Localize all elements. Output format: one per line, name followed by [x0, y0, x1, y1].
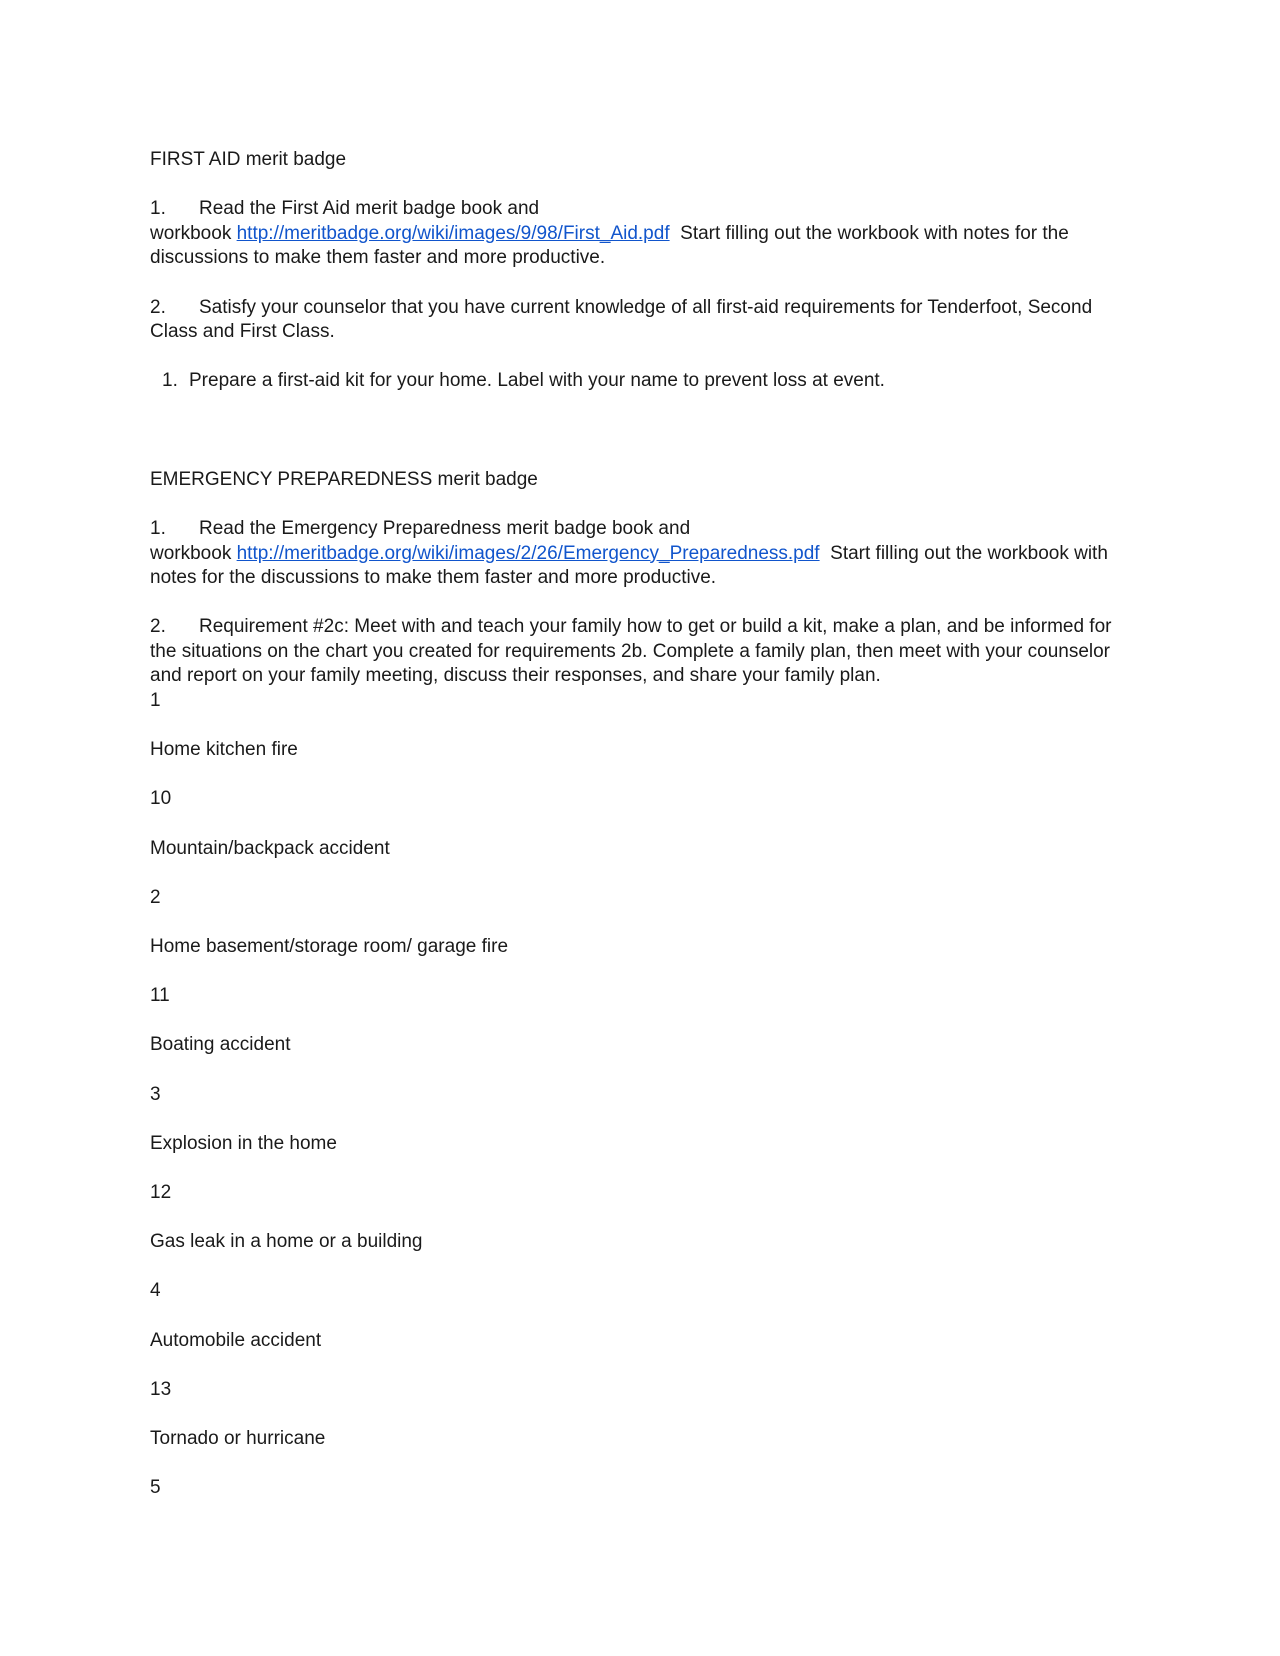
chart-item-number: 4 [150, 1280, 161, 1302]
chart-item-number: 1 [150, 690, 161, 712]
item-number: 1. [150, 198, 166, 220]
chart-item-number: 3 [150, 1083, 161, 1105]
item-text: Read the Emergency Preparedness merit badge book and [199, 517, 691, 539]
emergency-item-1 [150, 517, 1140, 591]
item-text: workbook [150, 222, 232, 244]
item-text: Read the First Aid merit badge book and [199, 198, 540, 220]
chart-item-number: 12 [150, 1181, 172, 1203]
item-number: 2. [150, 616, 166, 638]
first-aid-heading: FIRST AID merit badge [150, 149, 347, 170]
first-aid-workbook-link[interactable]: http://meritbadge.org/wiki/images/9/98/First_Aid.pdf [236, 222, 670, 244]
item-text: workbook [150, 542, 232, 564]
item-text: Satisfy your counselor that you have current knowledge of all first-aid requirements for Tenderfoot, Second Class and First Class. [150, 296, 1093, 343]
first-aid-item-2 [150, 296, 1140, 345]
chart-item-number: 11 [150, 985, 170, 1007]
first-aid-item-1 [150, 197, 1140, 271]
emergency-workbook-link[interactable]: http://meritbadge.org/wiki/images/2/26/Emergency_Preparedness.pdf [236, 542, 820, 564]
item-number: 1. [150, 517, 166, 539]
first-aid-subitem-1 [150, 369, 1140, 394]
emergency-item-2 [150, 615, 1140, 689]
chart-item-label: Home kitchen fire [150, 739, 298, 761]
item-number: 1. [162, 370, 178, 392]
chart-item-label: Automobile accident [150, 1329, 322, 1351]
item-number: 2. [150, 296, 166, 318]
chart-item-number: 5 [150, 1477, 161, 1499]
chart-item-label: Mountain/backpack accident [150, 837, 390, 859]
chart-item-label: Tornado or hurricane [150, 1427, 326, 1449]
item-text: Start filling out the workbook with notes for the discussions to make them faster and more productive. [150, 542, 1108, 589]
chart-item-label: Boating accident [150, 1034, 291, 1056]
document-page [150, 148, 1140, 1501]
chart-item-number: 10 [150, 788, 172, 810]
chart-item-number: 2 [150, 886, 161, 908]
item-text: Start filling out the workbook with notes for the discussions to make them faster and more productive. [150, 222, 1069, 269]
item-text: Prepare a first-aid kit for your home. Label with your name to prevent loss at event. [189, 370, 885, 392]
emergency-heading: EMERGENCY PREPAREDNESS merit badge [150, 468, 538, 490]
item-text: Requirement #2c: Meet with and teach your family how to get or build a kit, make a plan, and be informed for the situations on the chart you created for requirements 2b. Complete a family plan, then meet with your counselor and report on your family meeting, discuss their responses, and share your family plan. [150, 616, 1112, 687]
chart-item-label: Gas leak in a home or a building [150, 1231, 423, 1253]
chart-item-label: Explosion in the home [150, 1132, 337, 1154]
chart-item-label: Home basement/storage room/ garage fire [150, 936, 509, 957]
chart-item-number: 13 [150, 1378, 172, 1400]
